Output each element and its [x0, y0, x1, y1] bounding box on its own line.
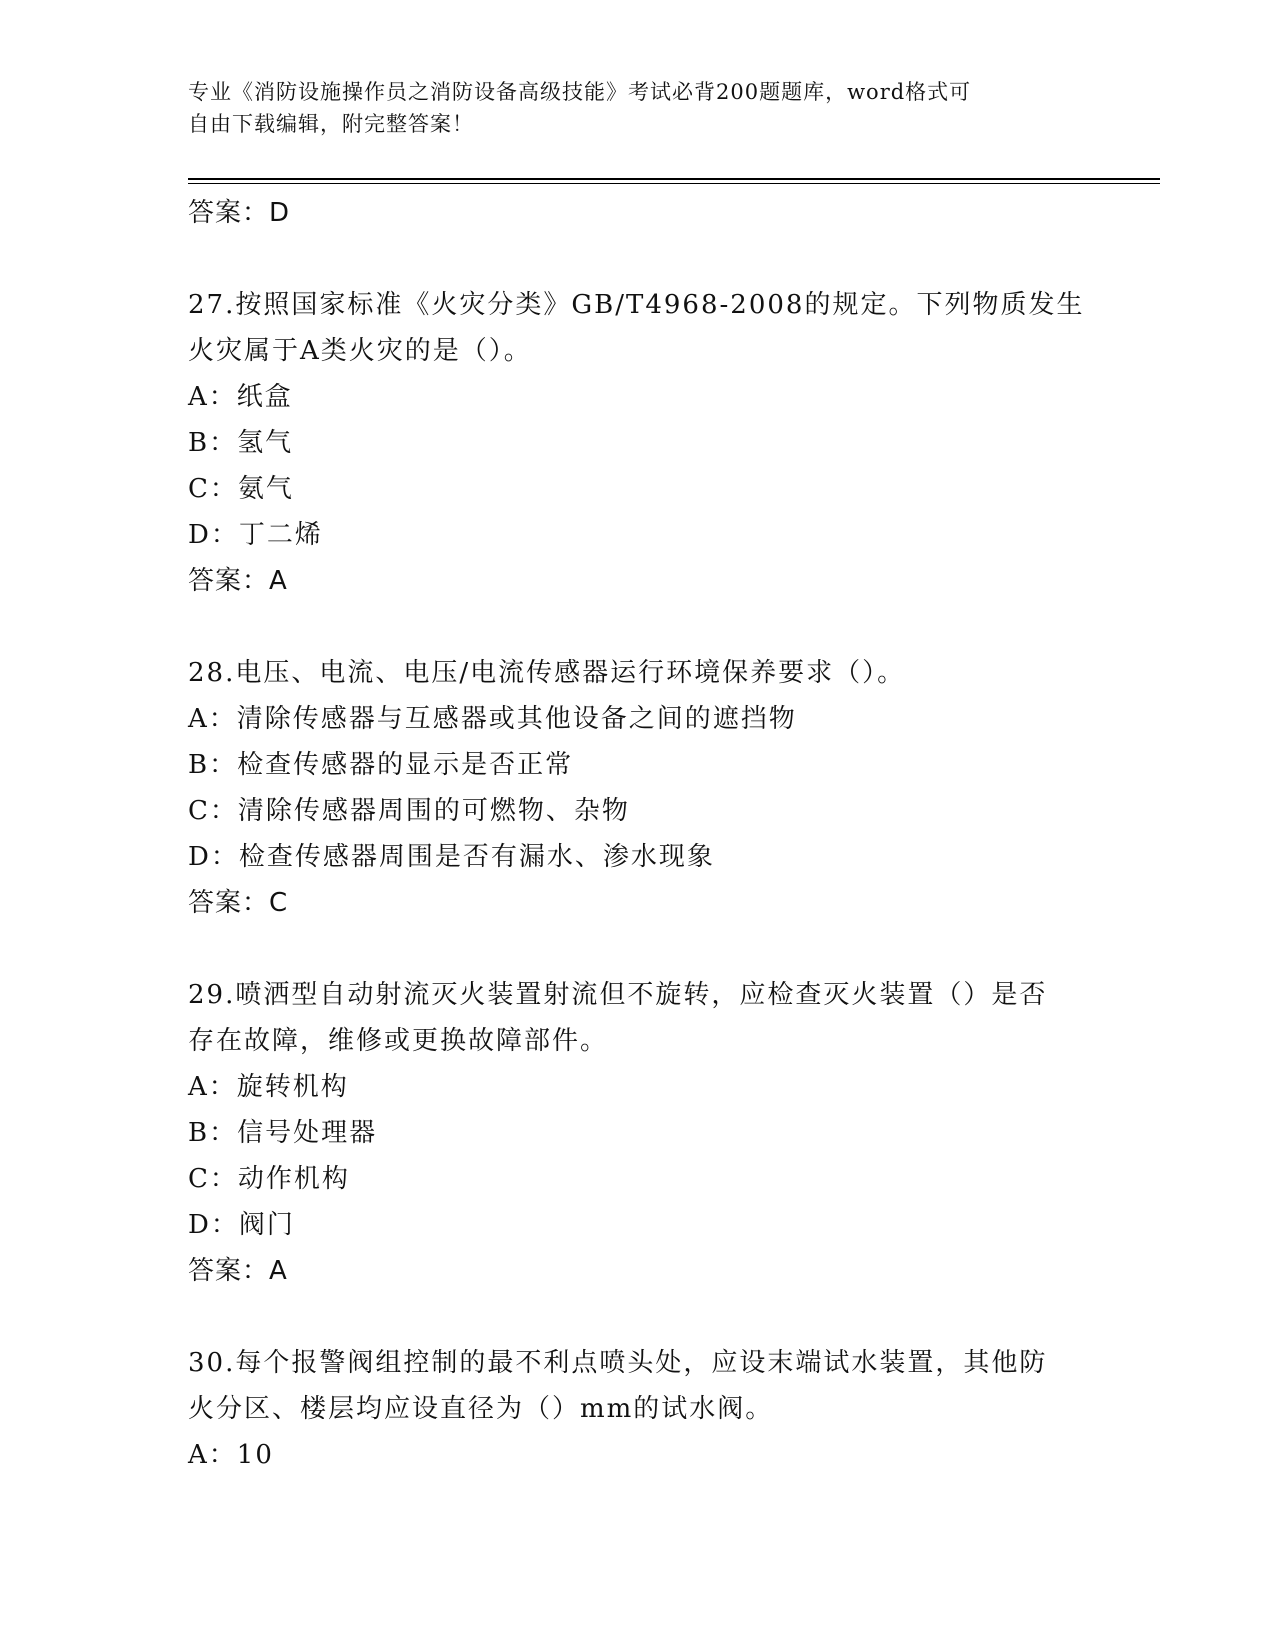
option-c: C：清除传感器周围的可燃物、杂物 — [188, 796, 630, 826]
option-c: C：氨气 — [188, 474, 294, 504]
question-28 — [188, 650, 1088, 926]
question-stem: 29.喷洒型自动射流灭火装置射流但不旋转，应检查灭火装置（）是否 — [188, 980, 1048, 1010]
option-a: A：纸盒 — [188, 382, 293, 412]
option-c: C：动作机构 — [188, 1164, 350, 1194]
option-b: B：检查传感器的显示是否正常 — [188, 750, 574, 780]
header-divider-thin — [188, 183, 1160, 184]
option-b: B：氢气 — [188, 428, 294, 458]
question-stem: 30.每个报警阀组控制的最不利点喷头处，应设末端试水装置，其他防 — [188, 1348, 1048, 1378]
header-line-2: 自由下载编辑，附完整答案！ — [188, 112, 474, 136]
question-stem: 火分区、楼层均应设直径为（）mm的试水阀。 — [188, 1394, 774, 1424]
question-stem: 存在故障，维修或更换故障部件。 — [188, 1026, 609, 1056]
question-stem: 火灾属于A类火灾的是（）。 — [188, 336, 532, 366]
previous-answer: 答案：D — [188, 198, 291, 228]
question-list — [188, 190, 1088, 1478]
question-29 — [188, 972, 1088, 1294]
question-stem: 27.按照国家标准《火灾分类》GB/T4968-2008的规定。下列物质发生 — [188, 290, 1085, 320]
answer: 答案：A — [188, 1256, 288, 1286]
option-d: D：阀门 — [188, 1210, 295, 1240]
option-a: A：10 — [188, 1440, 274, 1470]
header-divider-thick — [188, 178, 1160, 180]
answer: 答案：C — [188, 888, 289, 918]
question-stem: 28.电压、电流、电压/电流传感器运行环境保养要求（）。 — [188, 658, 906, 688]
answer: 答案：A — [188, 566, 288, 596]
document-header — [188, 76, 1088, 140]
option-d: D：丁二烯 — [188, 520, 323, 550]
header-line-1: 专业《消防设施操作员之消防设备高级技能》考试必背200题题库，word格式可 — [188, 80, 972, 104]
option-d: D：检查传感器周围是否有漏水、渗水现象 — [188, 842, 715, 872]
question-27 — [188, 282, 1088, 604]
option-b: B：信号处理器 — [188, 1118, 378, 1148]
question-30 — [188, 1340, 1088, 1478]
option-a: A：旋转机构 — [188, 1072, 349, 1102]
option-a: A：清除传感器与互感器或其他设备之间的遮挡物 — [188, 704, 797, 734]
